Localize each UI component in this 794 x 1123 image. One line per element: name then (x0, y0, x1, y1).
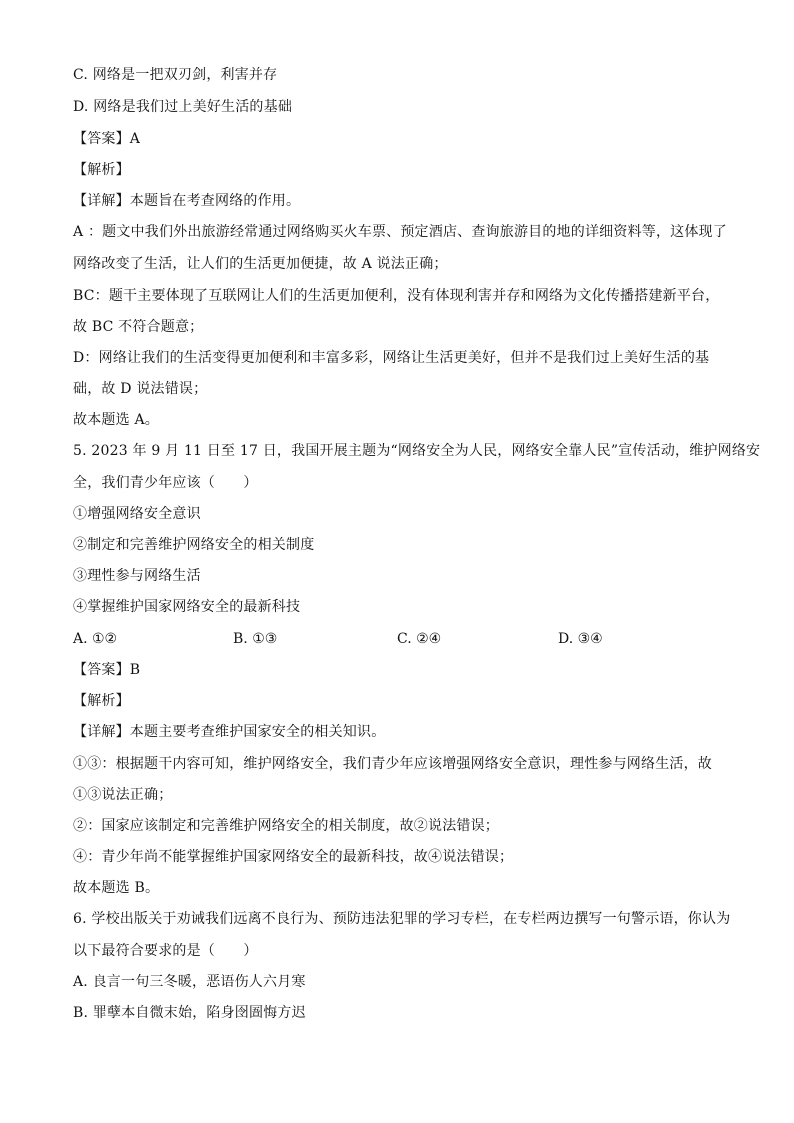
answer-label: 【答案】B (73, 662, 141, 678)
analysis-label: 【解析】 (73, 693, 130, 709)
explanation-paragraph: 故 BC 不符合题意； (73, 319, 204, 335)
statement-3: ③理性参与网络生活 (73, 568, 201, 584)
option-d: D. ③④ (558, 631, 603, 647)
question-5-options (73, 629, 723, 649)
question-5-stem: 全，我们青少年应该（ ） (73, 475, 258, 491)
explanation-paragraph: 础，故 D 说法错误； (73, 381, 208, 397)
conclusion-text: 故本题选 A。 (73, 412, 159, 428)
statement-1: ①增强网络安全意识 (73, 506, 201, 522)
explanation-paragraph: ②：国家应该制定和完善维护网络安全的相关制度，故②说法错误； (73, 818, 499, 834)
option-c: C. ②④ (397, 631, 442, 647)
option-d-text: D. 网络是我们过上美好生活的基础 (73, 99, 293, 115)
detail-text: 【详解】本题主要考查维护国家安全的相关知识。 (73, 724, 386, 740)
question-6-stem: 6. 学校出版关于劝诫我们远离不良行为、预防违法犯罪的学习专栏，在专栏两边撰写一句警示语，你认为 (73, 911, 731, 927)
question-6-option-b: B. 罪孽本自微末始，陷身囹圄悔方迟 (73, 1005, 306, 1021)
question-5-stem: 5. 2023 年 9 月 11 日至 17 日，我国开展主题为“网络安全为人民，网络安全靠人民”宣传活动，维护网络安 (73, 443, 761, 459)
statement-4: ④掌握维护国家网络安全的最新科技 (73, 599, 301, 615)
option-b: B. ①③ (233, 631, 278, 647)
statement-2: ②制定和完善维护网络安全的相关制度 (73, 537, 315, 553)
explanation-paragraph: A ：题文中我们外出旅游经常通过网络购买火车票、预定酒店、查询旅游目的地的详细资料等，这体现了 (73, 224, 727, 240)
explanation-paragraph: BC：题干主要体现了互联网让人们的生活更加便利，没有体现利害并存和网络为文化传播搭建新平台， (73, 288, 720, 304)
detail-text: 【详解】本题旨在考查网络的作用。 (73, 193, 301, 209)
conclusion-text: 故本题选 B。 (73, 880, 160, 896)
question-6-option-a: A. 良言一句三冬暖，恶语伤人六月寒 (73, 974, 306, 990)
option-c-text: C. 网络是一把双刃剑，利害并存 (73, 67, 278, 83)
explanation-paragraph: ①③：根据题干内容可知，维护网络安全，我们青少年应该增强网络安全意识，理性参与网络生活，故 (73, 756, 712, 772)
explanation-paragraph: 网络改变了生活，让人们的生活更加便捷，故 A 说法正确； (73, 256, 448, 272)
explanation-paragraph: ①③说法正确； (73, 787, 173, 803)
option-a: A. ①② (73, 631, 118, 647)
explanation-paragraph: D：网络让我们的生活变得更加便利和丰富多彩，网络让生活更美好，但并不是我们过上美好生活的基 (73, 350, 710, 366)
answer-label: 【答案】A (73, 131, 141, 147)
explanation-paragraph: ④：青少年尚不能掌握维护国家网络安全的最新科技，故④说法错误； (73, 849, 514, 865)
analysis-label: 【解析】 (73, 162, 130, 178)
question-6-stem: 以下最符合要求的是（ ） (73, 943, 258, 959)
